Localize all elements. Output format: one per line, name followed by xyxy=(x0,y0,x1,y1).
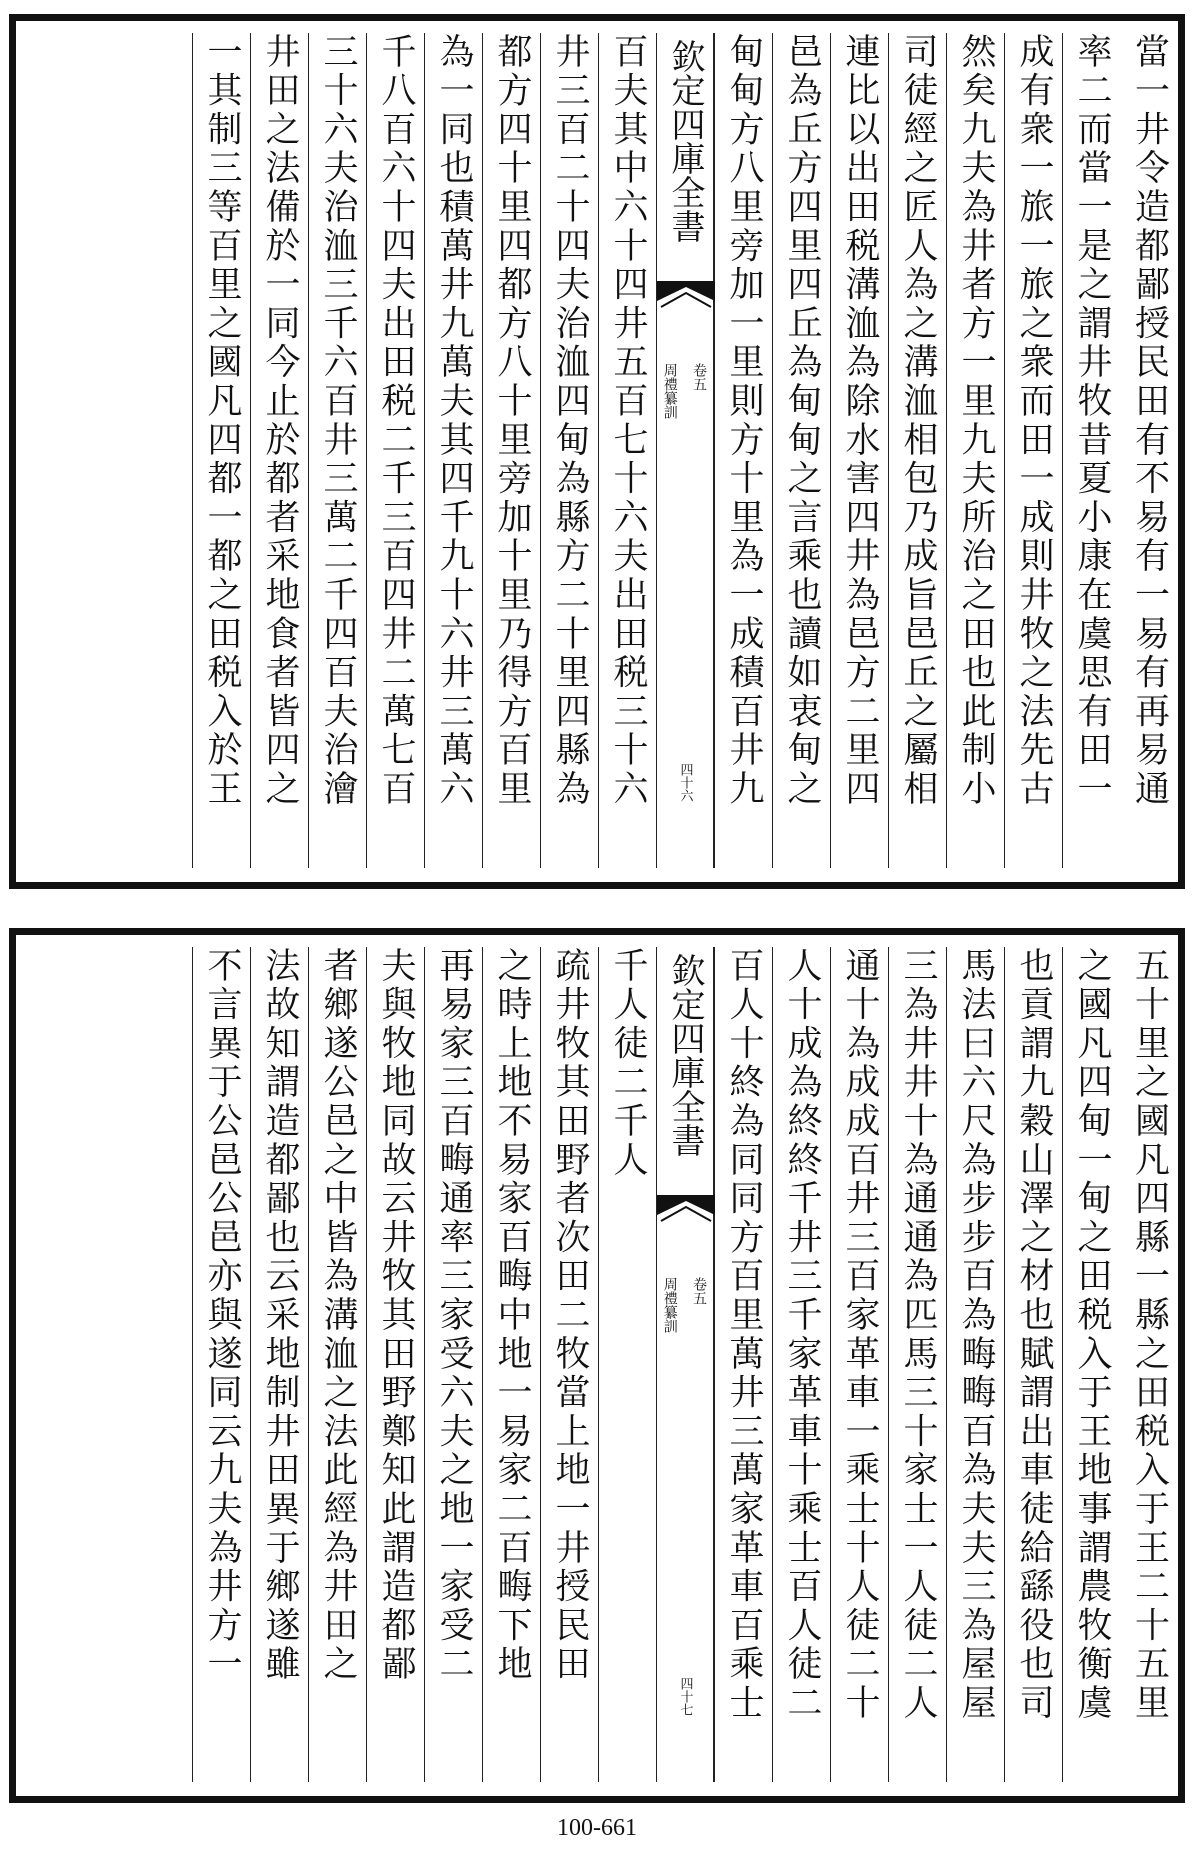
text-column: 夫與牧地同故云井牧其田野鄭知此謂造都鄙 xyxy=(366,947,424,1782)
text-column: 者鄉遂公邑之中皆為溝洫之法此經為井田之 xyxy=(308,947,366,1782)
text-column: 千八百六十四夫出田税二千三百四井二萬七百 xyxy=(366,33,424,868)
text-column: 馬法曰六尺為步步百為畮畮百為夫夫三為屋屋 xyxy=(946,947,1004,1782)
text-column: 通十為成成百井三百家革車一乘士十人徒二十 xyxy=(830,947,888,1782)
page-number: 100-661 xyxy=(557,1815,637,1841)
text-column: 法故知謂造都鄙也云采地制井田異于鄉遂雖 xyxy=(250,947,308,1782)
text-column: 都方四十里四都方八十里旁加十里乃得方百里 xyxy=(482,33,540,868)
text-column: 為一同也積萬井九萬夫其四千九十六井三萬六 xyxy=(424,33,482,868)
text-column: 三十六夫治洫三千六百井三萬二千四百夫治澮 xyxy=(308,33,366,868)
text-column: 甸甸方八里旁加一里則方十里為一成積百井九 xyxy=(714,33,772,868)
text-column: 當一井令造都鄙授民田有不易有一易有再易通 xyxy=(1129,33,1170,809)
text-column: 五十里之國凡四縣一縣之田税入于王二十五里 xyxy=(1129,947,1170,1723)
gutter xyxy=(656,33,714,868)
text-column: 不言異于公邑公邑亦與遂同云九夫為井方一 xyxy=(192,947,250,1782)
text-column: 井田之法備於一同今止於都者采地食者皆四之 xyxy=(250,33,308,868)
folio-number: 四十七 xyxy=(677,1677,693,1716)
gutter-book-title: 周禮纂訓 xyxy=(661,1277,678,1333)
text-column: 率二而當一是之謂井牧昔夏小康在虞思有田一 xyxy=(1062,33,1120,868)
text-column: 百夫其中六十四井五百七十六夫出田税三十六 xyxy=(598,33,656,868)
top-page xyxy=(9,14,1185,889)
fishtail-ornament xyxy=(657,1195,715,1239)
gutter-volume: 卷五 xyxy=(691,363,707,391)
text-column: 也貢謂九穀山澤之材也賦謂出車徒給繇役也司 xyxy=(1004,947,1062,1782)
text-column: 井三百二十四夫治洫四甸為縣方二十里四縣為 xyxy=(540,33,598,868)
text-column: 千人徒二千人 xyxy=(598,947,656,1782)
gutter xyxy=(656,947,714,1782)
gutter-volume: 卷五 xyxy=(691,1277,707,1305)
text-column: 疏井牧其田野者次田二牧當上地一井授民田 xyxy=(540,947,598,1782)
text-column: 之時上地不易家百畮中地一易家二百畮下地 xyxy=(482,947,540,1782)
gutter-book-title: 周禮纂訓 xyxy=(661,363,678,419)
text-column: 然矣九夫為井者方一里九夫所治之田也此制小 xyxy=(946,33,1004,868)
text-column: 連比以出田税溝洫為除水害四井為邑方二里四 xyxy=(830,33,888,868)
text-column: 成有衆一旅一旅之衆而田一成則井牧之法先古 xyxy=(1004,33,1062,868)
text-column: 百人十終為同同方百里萬井三萬家革車百乘士 xyxy=(714,947,772,1782)
text-column: 人十成為終終千井三千家革車十乘士百人徒二 xyxy=(772,947,830,1782)
gutter-title: 欽定四庫全書 xyxy=(665,953,705,1157)
fishtail-ornament xyxy=(657,281,715,325)
text-column: 之國凡四甸一甸之田税入于王地事謂農牧衡虞 xyxy=(1062,947,1120,1782)
gutter-title: 欽定四庫全書 xyxy=(665,39,705,243)
text-column: 邑為丘方四里四丘為甸甸之言乘也讀如衷甸之 xyxy=(772,33,830,868)
text-column: 三為井井十為通通為匹馬三十家士一人徒二人 xyxy=(888,947,946,1782)
text-column: 再易家三百畮通率三家受六夫之地一家受二 xyxy=(424,947,482,1782)
folio-number: 四十六 xyxy=(677,763,693,802)
text-column: 一其制三等百里之國凡四都一都之田税入於王 xyxy=(192,33,250,868)
text-column: 司徒經之匠人為之溝洫相包乃成旨邑丘之屬相 xyxy=(888,33,946,868)
bottom-page xyxy=(9,928,1185,1803)
